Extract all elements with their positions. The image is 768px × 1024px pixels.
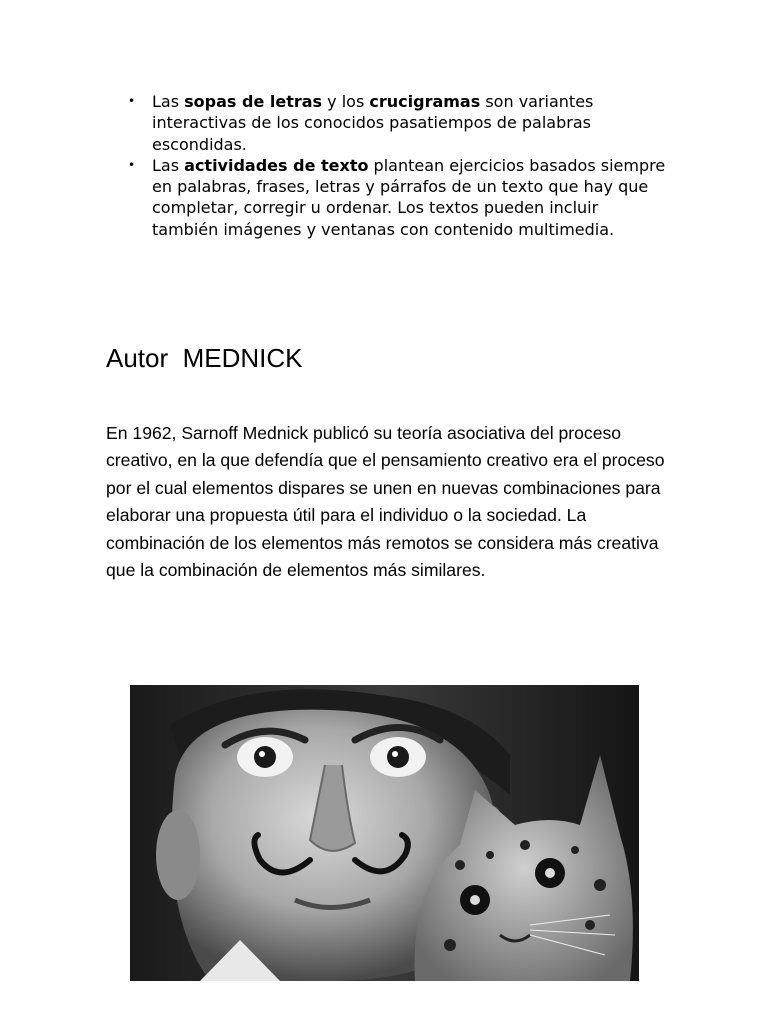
bold-term: sopas de letras [184,92,323,111]
portrait-photo [130,685,639,981]
section-heading: Autor MEDNICK [106,343,303,373]
bold-term: actividades de texto [184,155,369,175]
bold-term: crucigramas [369,92,481,111]
bullet-list [128,91,668,240]
bullet-icon: • [128,94,136,108]
bullet-icon: • [128,157,136,172]
body-paragraph: En 1962, Sarnoff Mednick publicó su teoría asociativa del proceso creativo, en la que defendía que el pensamiento creativo era el proceso por el cual elementos dispares se unen en nuevas combinaciones para elaborar una propuesta útil para el individuo o la sociedad. La combinación de los elementos más remotos se considera más creativa que la combinación de elementos más similares. [106,423,665,581]
list-item: • Las actividades de texto plantean ejercicios basados siempre en palabras, frases, letras y párrafos de un texto que hay que completar, corregir u ordenar. Los textos pueden incluir también imágenes y ventanas con contenido multimedia. [128,155,666,239]
list-item: • Las sopas de letras y los crucigramas son variantes interactivas de los conocidos pasatiempos de palabras escondidas. [128,92,594,154]
